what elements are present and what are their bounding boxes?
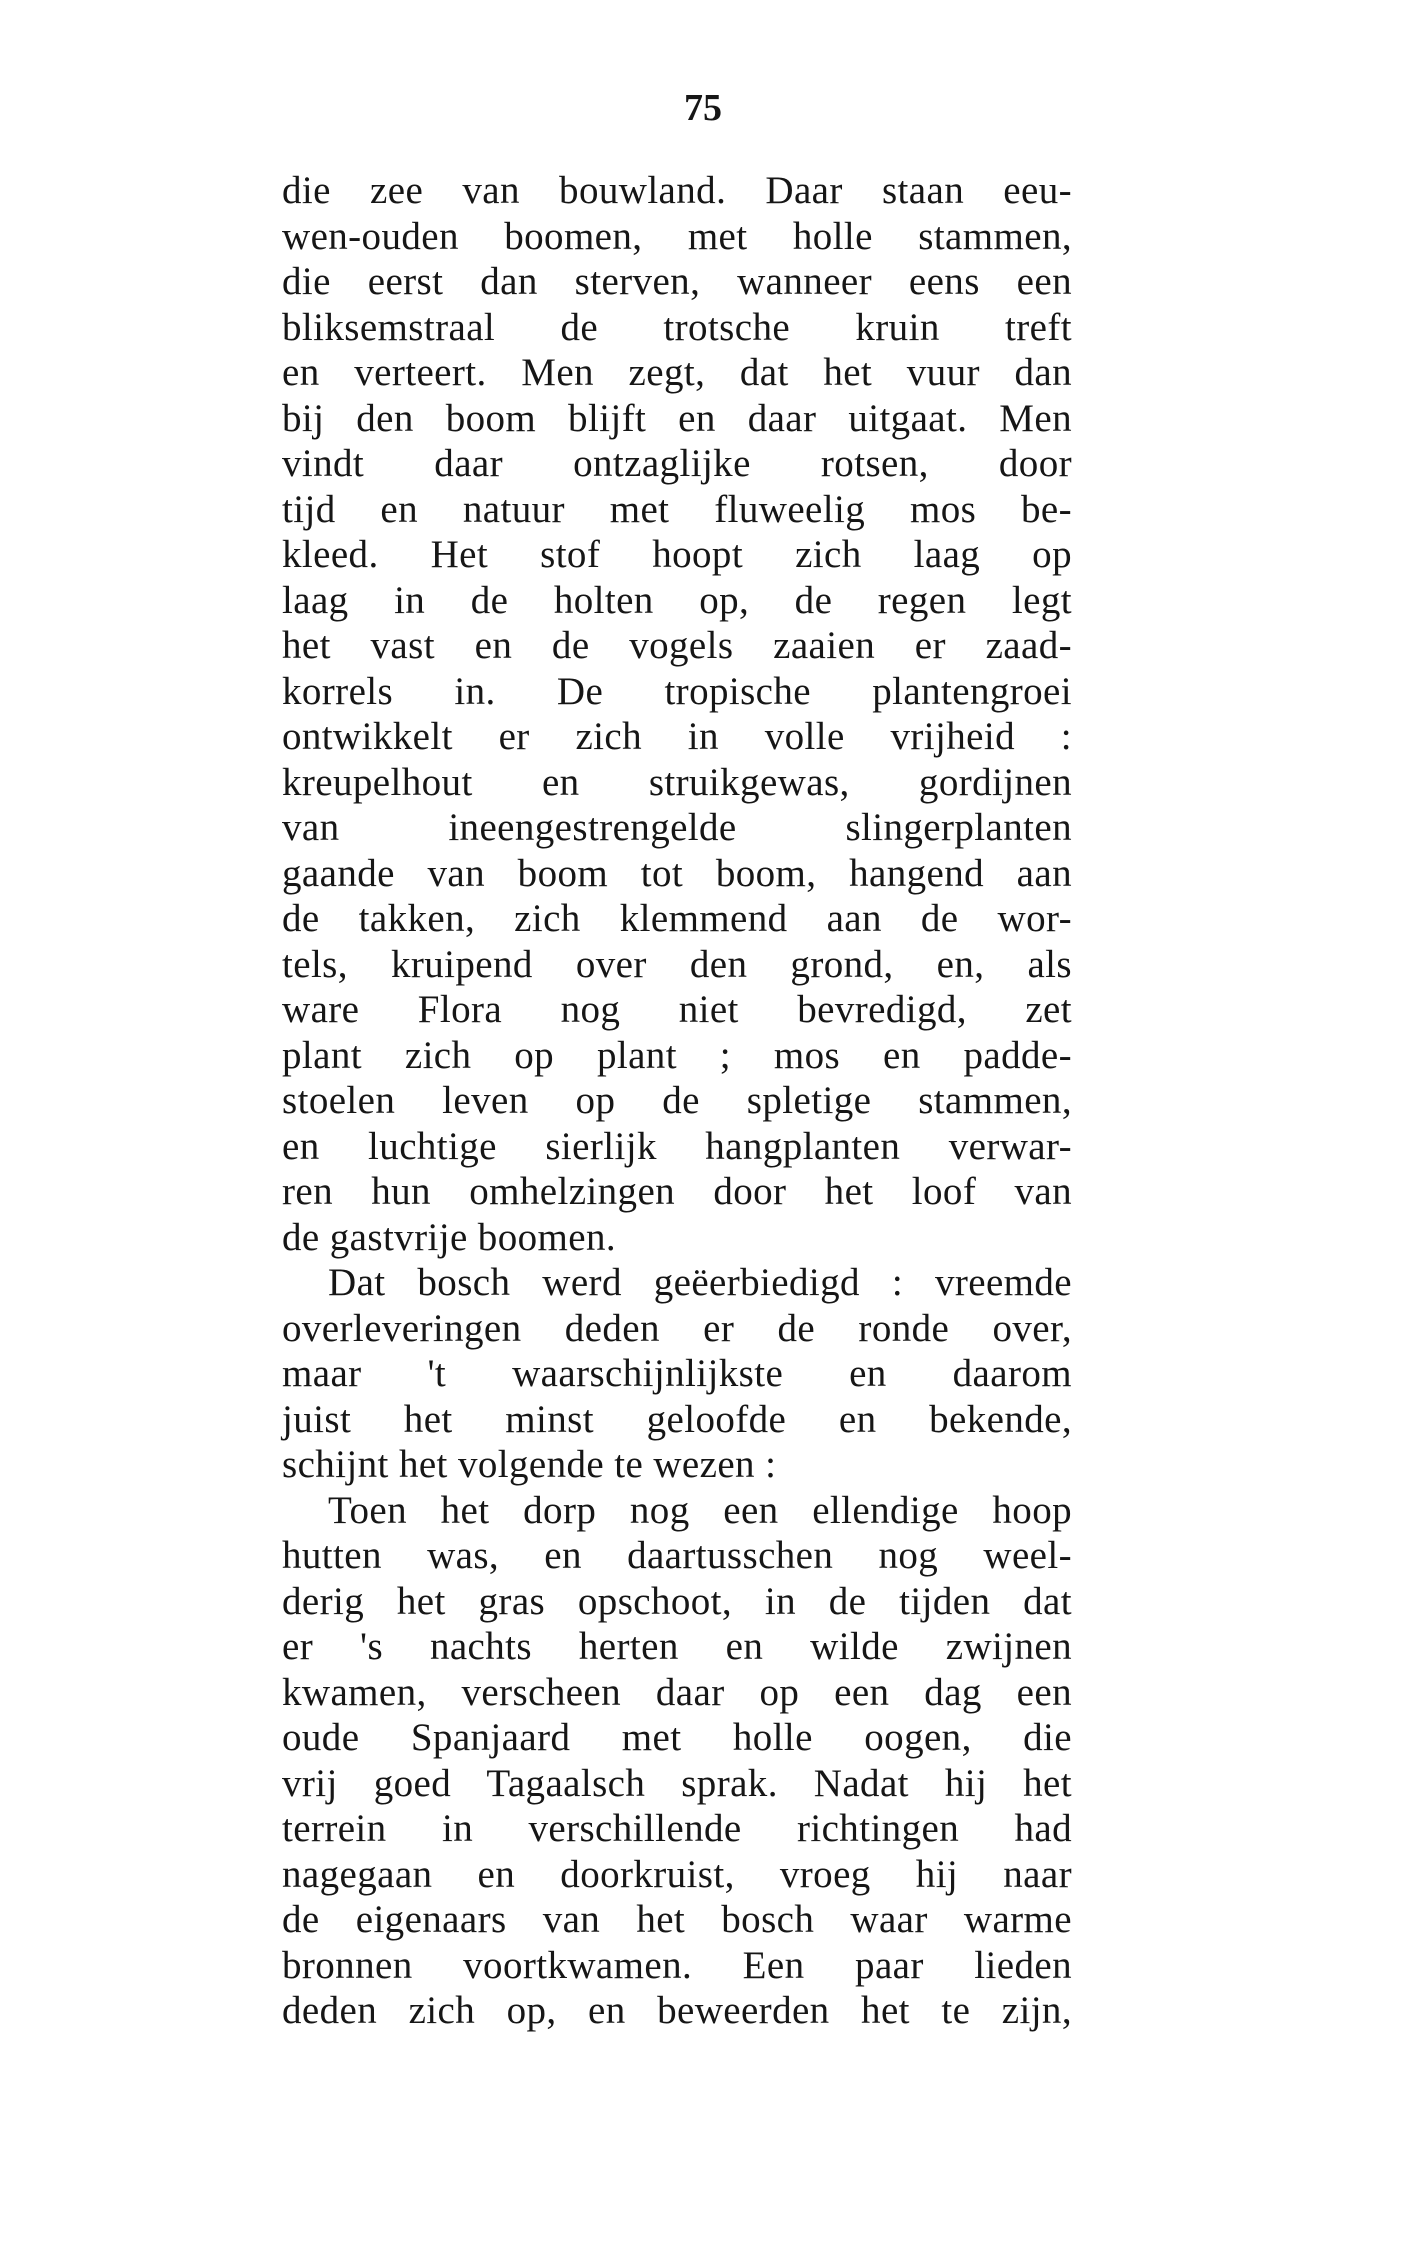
text-line: plant zich op plant ; mos en padde- [282,1033,1072,1077]
text-line: en verteert. Men zegt, dat het vuur dan [282,351,1072,394]
text-line: bij den boom blijft en daar uitgaat. Men [282,396,1072,440]
text-line: bliksemstraal de trotsche kruin treft [282,305,1072,349]
text-line: maar 't waarschijnlijkste en daarom [282,1352,1072,1395]
text-line: korrels in. De tropische plantengroei [282,669,1072,713]
text-line: juist het minst geloofde en bekende, [282,1397,1072,1441]
paragraph-end-line: schijnt het volgende te wezen : [282,1443,777,1486]
page-number: 75 [684,87,722,129]
paragraph-start-line: Toen het dorp nog een ellendige hoop [328,1488,1072,1532]
text-line: oude Spanjaard met holle oogen, die [282,1716,1072,1759]
text-line: en luchtige sierlijk hangplanten verwar- [282,1124,1072,1168]
text-line: derig het gras opschoot, in de tijden dat [282,1579,1072,1623]
text-line: nagegaan en doorkruist, vroeg hij naar [282,1852,1072,1896]
text-line: ontwikkelt er zich in volle vrijheid : [282,715,1072,758]
text-line: kleed. Het stof hoopt zich laag op [282,533,1072,576]
text-line: kwamen, verscheen daar op een dag een [282,1670,1072,1714]
text-line: wen-ouden boomen, met holle stammen, [282,214,1072,258]
paragraph-start-line: Dat bosch werd geëerbiedigd : vreemde [328,1261,1072,1304]
text-line: vindt daar ontzaglijke rotsen, door [282,442,1072,485]
text-line: die zee van bouwland. Daar staan eeu- [282,169,1072,212]
text-line: terrein in verschillende richtingen had [282,1807,1072,1850]
text-line: vrij goed Tagaalsch sprak. Nadat hij het [282,1761,1072,1805]
text-line: laag in de holten op, de regen legt [282,578,1072,622]
text-line: tels, kruipend over den grond, en, als [282,942,1072,986]
text-line: tijd en natuur met fluweelig mos be- [282,487,1072,531]
text-line: bronnen voortkwamen. Een paar lieden [282,1943,1072,1987]
text-line: het vast en de vogels zaaien er zaad- [282,624,1072,667]
text-line: hutten was, en daartusschen nog weel- [282,1534,1072,1577]
text-line: die eerst dan sterven, wanneer eens een [282,260,1072,303]
text-line: de takken, zich klemmend aan de wor- [282,897,1072,940]
text-line: van ineengestrengelde slingerplanten [282,806,1072,849]
text-line: overleveringen deden er de ronde over, [282,1306,1072,1350]
text-line: ware Flora nog niet bevredigd, zet [282,988,1072,1031]
text-line: stoelen leven op de spletige stammen, [282,1079,1072,1122]
text-line: gaande van boom tot boom, hangend aan [282,851,1072,895]
text-line: kreupelhout en struikgewas, gordijnen [282,760,1072,804]
text-line: ren hun omhelzingen door het loof van [282,1170,1072,1213]
text-line: er 's nachts herten en wilde zwijnen [282,1625,1072,1668]
text-line: de eigenaars van het bosch waar warme [282,1898,1072,1941]
paragraph-end-line: de gastvrije boomen. [282,1215,616,1259]
body-text [282,168,1072,2034]
text-line: deden zich op, en beweerden het te zijn, [282,1989,1072,2032]
